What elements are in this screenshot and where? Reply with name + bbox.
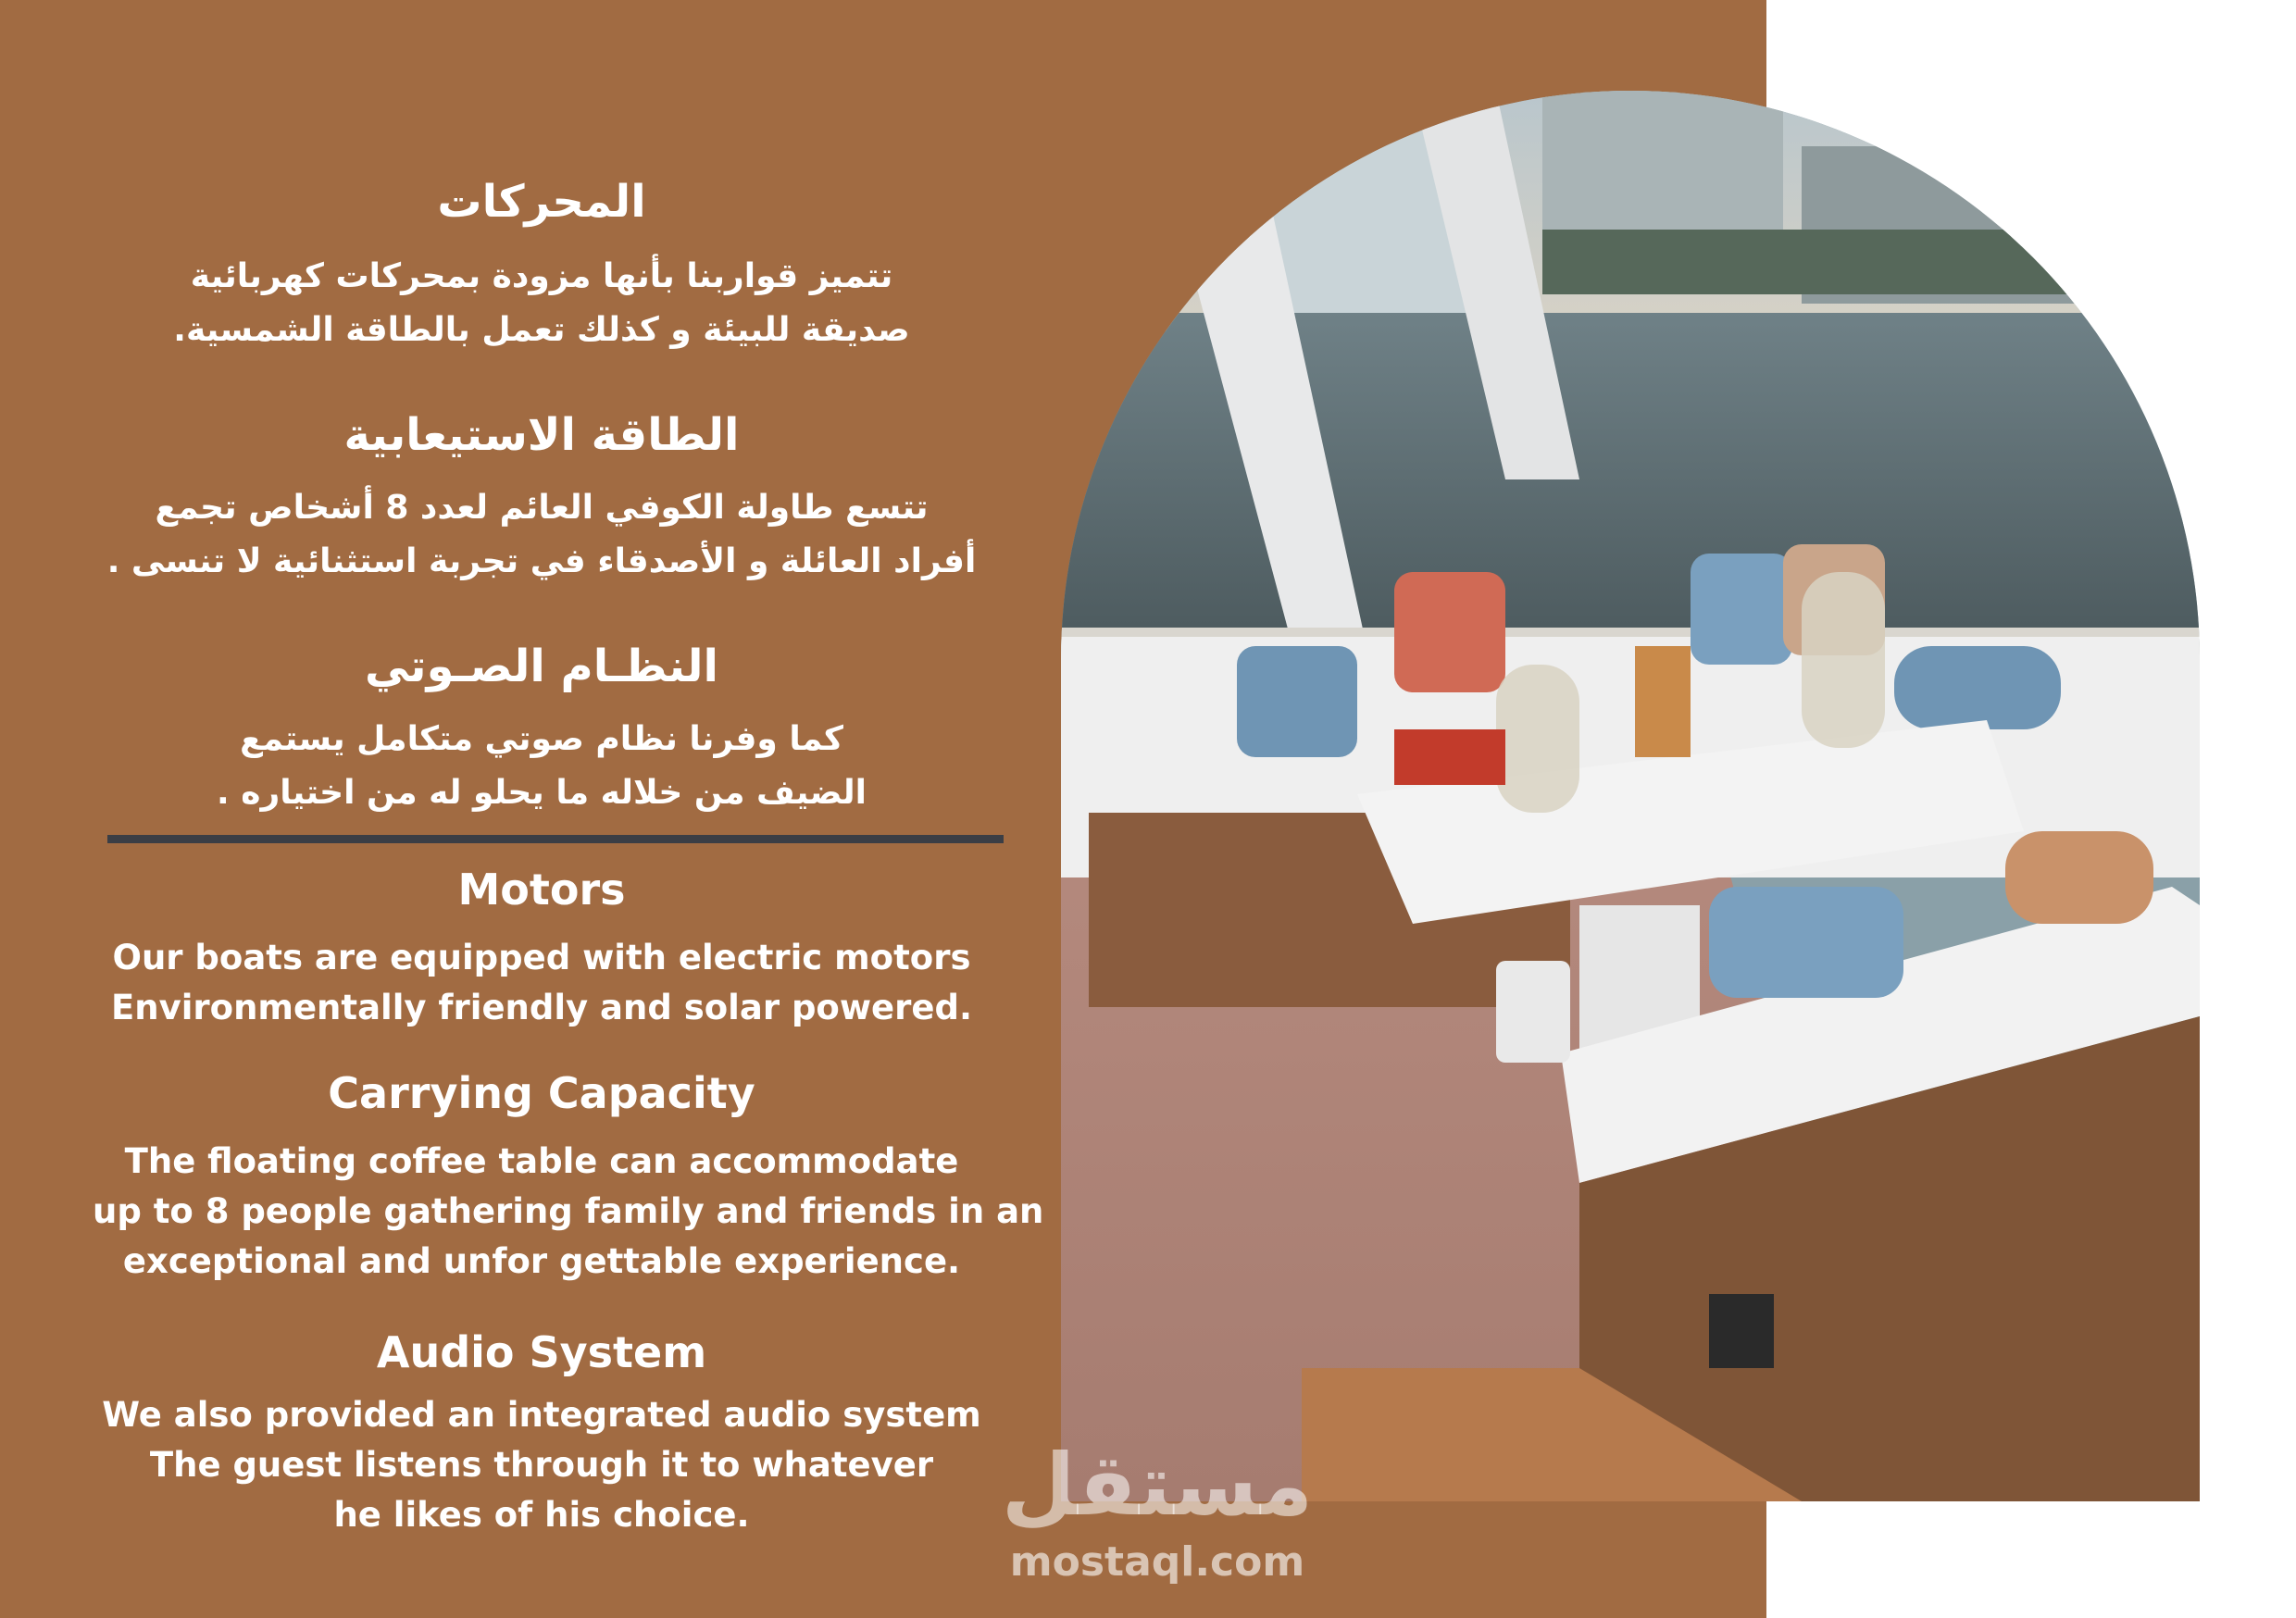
glass-jar-1 — [1496, 665, 1579, 813]
english-motors-line-2: Environmentally friendly and solar powered. — [110, 988, 973, 1027]
english-capacity-text — [93, 1137, 1044, 1287]
trash-bin — [1496, 961, 1570, 1063]
watermark-latin: mostaql.com — [1009, 1538, 1305, 1586]
bolster-blue — [1894, 646, 2061, 729]
english-audio-line-1: We also provided an integrated audio system — [102, 1395, 981, 1435]
arabic-audio-text — [93, 713, 991, 820]
pillow-orange — [1394, 572, 1505, 692]
pillow-blue-front — [1709, 887, 1903, 998]
arabic-motors-line-1: تتميز قواربنا بأنها مزودة بمحركات كهربائية — [190, 257, 893, 295]
english-capacity-line-3: exceptional and unfor gettable experience. — [122, 1241, 961, 1281]
arabic-audio-line-1: كما وفرنا نظام صوتي متكامل يستمع — [240, 720, 843, 758]
english-audio-text — [93, 1390, 991, 1540]
arabic-motors-text — [93, 250, 991, 357]
arabic-motors-title: المحركات — [437, 176, 646, 228]
boat-interior-photo — [1061, 91, 2200, 1501]
trees — [1542, 230, 2098, 294]
english-capacity-line-1: The floating coffee table can accommodate — [124, 1141, 959, 1181]
section-divider — [107, 835, 1004, 843]
arabic-audio-line-2: الضيف من خلاله ما يحلو له من اختياره . — [217, 774, 867, 812]
watermark-arabic: مستقل — [1001, 1436, 1314, 1535]
glass-jar-2 — [1802, 572, 1885, 748]
english-motors-line-1: Our boats are equipped with electric motors — [112, 938, 971, 977]
english-audio-line-2: The guest listens through it to whatever — [149, 1445, 934, 1485]
pillow-blue-1 — [1237, 646, 1357, 757]
english-audio-line-3: he likes of his choice. — [333, 1495, 750, 1535]
english-audio-title: Audio System — [376, 1327, 707, 1377]
pillow-tan-front — [2005, 831, 2153, 924]
snack-box — [1394, 729, 1505, 785]
english-motors-title: Motors — [457, 865, 626, 915]
arabic-capacity-text — [93, 481, 991, 589]
english-motors-text — [93, 933, 991, 1033]
arabic-motors-line-2: صديقة للبيئة و كذلك تعمل بالطاقة الشمسية. — [173, 311, 910, 349]
arabic-capacity-line-1: تتسع طاولة الكوفي العائم لعدد 8 أشخاص تجمع — [155, 489, 929, 527]
english-capacity-title: Carrying Capacity — [328, 1068, 755, 1118]
pillow-blue-2 — [1691, 554, 1792, 665]
english-capacity-line-2: up to 8 people gathering family and friends in an — [93, 1191, 1044, 1231]
arabic-audio-title: النظـام الصـوتي — [364, 641, 718, 692]
speaker-outlet — [1709, 1294, 1774, 1368]
boat-scene-illustration — [1061, 91, 2200, 1501]
arabic-capacity-title: الطاقة الاستيعابية — [343, 409, 740, 461]
lantern — [1635, 646, 1691, 757]
arabic-capacity-line-2: أفراد العائلة و الأصدقاء في تجربة استثنائية لا تنسى . — [106, 542, 977, 580]
